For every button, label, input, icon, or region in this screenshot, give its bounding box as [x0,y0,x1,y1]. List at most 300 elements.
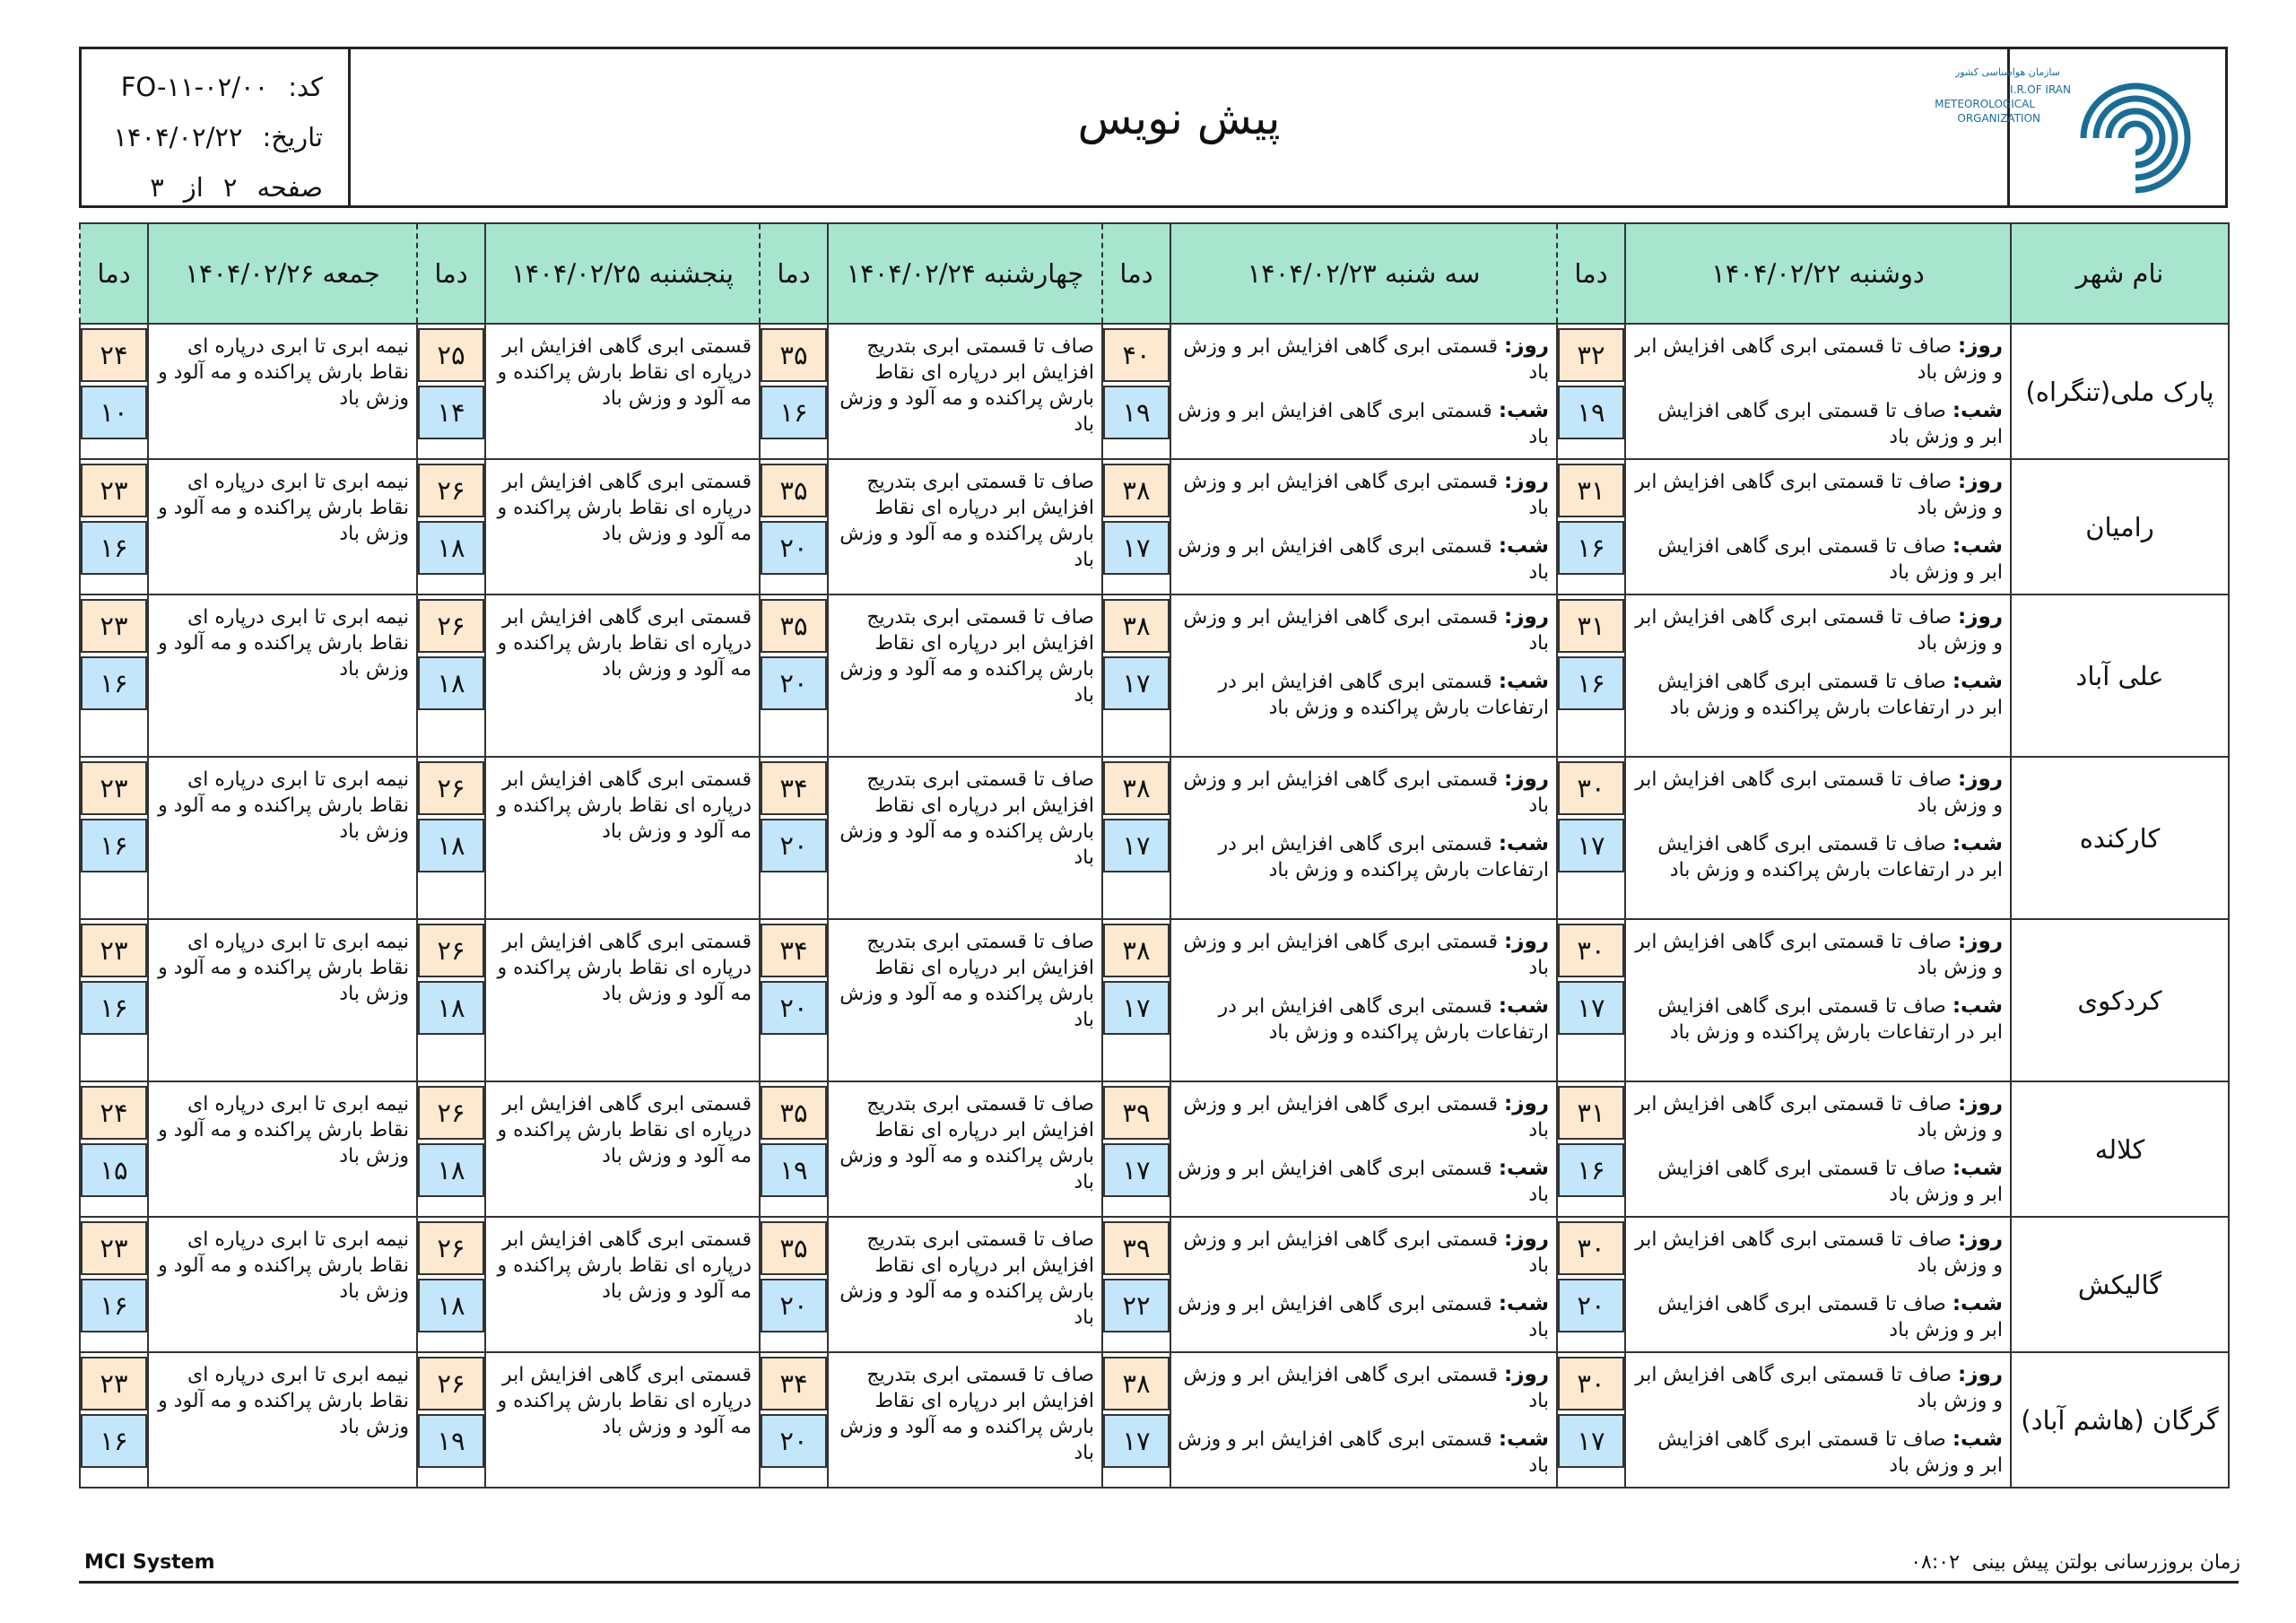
day-label: روز: [1958,1228,2003,1251]
night-forecast-text: صاف تا قسمتی ابری گاهی افزایش ابر در ارتفاعات بارش پراکنده و وزش باد [1657,995,2003,1044]
min-temperature: ۱۶ [761,386,827,439]
forecast-text-cell [1625,919,2011,1081]
day-label: روز: [1504,1228,1549,1251]
max-temperature: ۳۹ [1103,1086,1170,1140]
night-forecast [1177,831,1549,883]
max-temperature: ۳۸ [1103,599,1170,653]
night-forecast [1631,1291,2003,1343]
forecast-text-cell [148,1081,417,1217]
table-row [80,459,2229,595]
min-temperature: ۱۰ [81,386,147,439]
max-temperature: ۳۴ [761,924,827,977]
city-name: پارک ملی(تنگراه) [2011,324,2229,459]
page-total: ۳ [150,172,164,203]
forecast-text-cell [485,324,760,459]
night-forecast [1177,1427,1549,1479]
temperature-cell [1557,1217,1625,1352]
day-forecast-text: قسمتی ابری گاهی افزایش ابر و وزش باد [1183,471,1549,519]
update-time-value: ۰۸:۰۲ [1910,1551,1960,1574]
forecast-text-cell [148,919,417,1081]
max-temperature: ۲۶ [418,761,484,815]
temperature-cell [1557,324,1625,459]
day-forecast-text: صاف تا قسمتی ابری گاهی افزایش ابر و وزش باد [1635,1093,2003,1141]
forecast-text-cell [828,757,1102,919]
day-label: روز: [1958,768,2003,791]
min-temperature: ۱۸ [418,656,484,710]
day-forecast [1631,334,2003,386]
forecast-text-cell [148,1352,417,1488]
temperature-cell [760,1081,828,1217]
night-label: شب: [1498,994,1549,1018]
max-temperature: ۳۰ [1558,924,1624,977]
day-label: روز: [1504,334,1549,358]
min-temperature: ۱۷ [1558,981,1624,1035]
day-forecast-text: قسمتی ابری گاهی افزایش ابر و وزش باد [1183,606,1549,655]
min-temperature: ۱۶ [1558,1143,1624,1197]
day-forecast-text: صاف تا قسمتی ابری گاهی افزایش ابر و وزش باد [1635,335,2003,384]
min-temperature: ۱۴ [418,386,484,439]
min-temperature: ۱۷ [1103,1143,1170,1197]
forecast-text: صاف تا قسمتی ابری بتدریج افزایش ابر درپاره ای نقاط بارش پراکنده و مه آلود و وزش باد [839,931,1094,1031]
forecast-text-cell [828,1217,1102,1352]
forecast-text: صاف تا قسمتی ابری بتدریج افزایش ابر درپاره ای نقاط بارش پراکنده و مه آلود و وزش باد [839,1228,1094,1329]
forecast-text: صاف تا قسمتی ابری بتدریج افزایش ابر درپاره ای نقاط بارش پراکنده و مه آلود و وزش باد [839,471,1094,571]
max-temperature: ۲۶ [418,1086,484,1140]
document-title: پیش نویس [1077,92,1281,144]
forecast-text-cell [148,1217,417,1352]
day-forecast-text: صاف تا قسمتی ابری گاهی افزایش ابر و وزش باد [1635,471,2003,519]
night-forecast-text: صاف تا قسمتی ابری گاهی افزایش ابر و وزش باد [1657,1158,2003,1206]
max-temperature: ۲۵ [418,328,484,382]
min-temperature: ۱۹ [418,1414,484,1468]
temperature-cell [80,595,148,757]
day-forecast-text: قسمتی ابری گاهی افزایش ابر و وزش باد [1183,1093,1549,1141]
table-header-row [80,223,2229,324]
forecast-text-cell [1170,757,1557,919]
temperature-cell [417,919,485,1081]
forecast-text-cell [1170,1352,1557,1488]
day-forecast-text: صاف تا قسمتی ابری گاهی افزایش ابر و وزش باد [1635,1228,2003,1277]
day-forecast [1177,1362,1549,1414]
temperature-cell [1102,919,1170,1081]
max-temperature: ۳۵ [761,1086,827,1140]
night-label: شب: [1498,1292,1549,1315]
night-forecast [1177,1291,1549,1343]
night-forecast [1631,1427,2003,1479]
min-temperature: ۱۶ [81,656,147,710]
code-label: کد: [288,72,323,102]
temperature-cell [1102,595,1170,757]
night-forecast [1631,534,2003,586]
max-temperature: ۳۴ [761,1357,827,1410]
min-temperature: ۱۷ [1103,819,1170,872]
night-label: شب: [1498,534,1549,558]
temperature-cell [417,1352,485,1488]
day-forecast-text: صاف تا قسمتی ابری گاهی افزایش ابر و وزش باد [1635,768,2003,817]
forecast-text-cell [1170,324,1557,459]
max-temperature: ۲۶ [418,464,484,517]
temperature-cell [417,757,485,919]
temperature-cell [80,459,148,595]
night-forecast [1177,534,1549,586]
forecast-text-cell [828,1352,1102,1488]
temperature-cell [417,324,485,459]
night-label: شب: [1498,832,1549,855]
day-column-header: چهارشنبه ۱۴۰۴/۰۲/۲۴ [828,223,1102,324]
day-forecast-text: صاف تا قسمتی ابری گاهی افزایش ابر و وزش باد [1635,606,2003,655]
max-temperature: ۳۵ [761,328,827,382]
table-row [80,595,2229,757]
day-forecast [1177,929,1549,981]
temp-column-header: دما [1557,223,1625,324]
forecast-text: نیمه ابری تا ابری درپاره ای نقاط بارش پراکنده و مه آلود و وزش باد [158,1228,409,1303]
table-row [80,1352,2229,1488]
night-label: شب: [1952,1157,2003,1180]
day-forecast [1177,469,1549,521]
forecast-text: صاف تا قسمتی ابری بتدریج افزایش ابر درپاره ای نقاط بارش پراکنده و مه آلود و وزش باد [839,1364,1094,1464]
temperature-cell [1102,1081,1170,1217]
day-forecast [1177,1227,1549,1279]
min-temperature: ۲۰ [761,981,827,1035]
min-temperature: ۲۰ [761,1279,827,1332]
min-temperature: ۱۶ [1558,656,1624,710]
page-of: از [183,172,204,203]
max-temperature: ۳۲ [1558,328,1624,382]
forecast-text: قسمتی ابری گاهی افزایش ابر درپاره ای نقاط بارش پراکنده و مه آلود و وزش باد [497,768,752,843]
table-row [80,919,2229,1081]
night-forecast-text: صاف تا قسمتی ابری گاهی افزایش ابر در ارتفاعات بارش پراکنده و وزش باد [1657,671,2003,719]
max-temperature: ۲۳ [81,599,147,653]
night-forecast [1631,398,2003,450]
max-temperature: ۳۸ [1103,464,1170,517]
document-meta [82,49,351,205]
logo-text-2: METEOROLOGICAL [1935,98,2035,110]
max-temperature: ۳۵ [761,464,827,517]
day-forecast [1631,604,2003,656]
day-label: روز: [1958,930,2003,953]
min-temperature: ۲۰ [761,1414,827,1468]
night-forecast [1177,1156,1549,1208]
min-temperature: ۱۸ [418,819,484,872]
footer-system-name: MCI System [84,1551,215,1574]
forecast-text-cell [1625,1352,2011,1488]
day-forecast-text: قسمتی ابری گاهی افزایش ابر و وزش باد [1183,1228,1549,1277]
temperature-cell [1102,757,1170,919]
min-temperature: ۱۷ [1103,981,1170,1035]
code-row [82,62,323,112]
min-temperature: ۱۷ [1103,1414,1170,1468]
night-forecast-text: قسمتی ابری گاهی افزایش ابر و وزش باد [1178,1158,1549,1206]
night-forecast-text: قسمتی ابری گاهی افزایش ابر و وزش باد [1178,535,1549,584]
forecast-text-cell [148,595,417,757]
temp-column-header: دما [80,223,148,324]
max-temperature: ۲۳ [81,464,147,517]
temperature-cell [760,757,828,919]
temperature-cell [1557,459,1625,595]
night-forecast-text: صاف تا قسمتی ابری گاهی افزایش ابر در ارتفاعات بارش پراکنده و وزش باد [1657,833,2003,881]
temperature-cell [1557,757,1625,919]
night-forecast [1631,994,2003,1046]
min-temperature: ۱۸ [418,1279,484,1332]
max-temperature: ۲۳ [81,1357,147,1410]
date-label: تاریخ: [262,122,323,152]
night-label: شب: [1952,994,2003,1018]
forecast-text-cell [828,919,1102,1081]
temperature-cell [80,1217,148,1352]
day-label: روز: [1958,334,2003,358]
temperature-cell [1102,1217,1170,1352]
day-label: روز: [1504,1363,1549,1386]
max-temperature: ۲۴ [81,1086,147,1140]
day-label: روز: [1958,605,2003,629]
max-temperature: ۳۱ [1558,599,1624,653]
bulletin-header [79,47,2228,208]
max-temperature: ۳۱ [1558,1086,1624,1140]
day-column-header: سه شنبه ۱۴۰۴/۰۲/۲۳ [1170,223,1557,324]
table-row [80,324,2229,459]
temperature-cell [760,919,828,1081]
min-temperature: ۲۲ [1103,1279,1170,1332]
min-temperature: ۱۵ [81,1143,147,1197]
temperature-cell [1557,919,1625,1081]
forecast-text-cell [1625,324,2011,459]
min-temperature: ۱۷ [1558,1414,1624,1468]
footer-divider [79,1581,2239,1584]
min-temperature: ۲۰ [761,521,827,575]
min-temperature: ۱۶ [81,819,147,872]
max-temperature: ۲۳ [81,924,147,977]
forecast-text: قسمتی ابری گاهی افزایش ابر درپاره ای نقاط بارش پراکنده و مه آلود و وزش باد [497,606,752,681]
max-temperature: ۲۶ [418,1221,484,1275]
temperature-cell [80,919,148,1081]
night-forecast [1631,1156,2003,1208]
max-temperature: ۳۸ [1103,761,1170,815]
night-forecast [1177,669,1549,721]
forecast-text: نیمه ابری تا ابری درپاره ای نقاط بارش پراکنده و مه آلود و وزش باد [158,606,409,681]
forecast-text: صاف تا قسمتی ابری بتدریج افزایش ابر درپاره ای نقاط بارش پراکنده و مه آلود و وزش باد [839,606,1094,707]
temperature-cell [417,595,485,757]
min-temperature: ۱۹ [761,1143,827,1197]
logo-text-3: ORGANIZATION [1957,112,2040,125]
max-temperature: ۴۰ [1103,328,1170,382]
forecast-text-cell [485,757,760,919]
day-label: روز: [1504,470,1549,493]
max-temperature: ۲۴ [81,328,147,382]
temperature-cell [1557,1081,1625,1217]
forecast-text-cell [485,459,760,595]
day-label: روز: [1504,605,1549,629]
night-forecast-text: قسمتی ابری گاهی افزایش ابر و وزش باد [1178,400,1549,448]
forecast-text-cell [485,595,760,757]
night-forecast [1177,994,1549,1046]
day-forecast-text: قسمتی ابری گاهی افزایش ابر و وزش باد [1183,931,1549,979]
forecast-text-cell [828,324,1102,459]
temperature-cell [417,459,485,595]
forecast-text: قسمتی ابری گاهی افزایش ابر درپاره ای نقاط بارش پراکنده و مه آلود و وزش باد [497,1228,752,1303]
day-label: روز: [1958,1092,2003,1115]
forecast-table [79,222,2230,1488]
city-name: کردکوی [2011,919,2229,1081]
night-label: شب: [1952,399,2003,422]
forecast-text: قسمتی ابری گاهی افزایش ابر درپاره ای نقاط بارش پراکنده و مه آلود و وزش باد [497,931,752,1005]
logo-text-1: I.R.OF IRAN [2010,83,2071,96]
temperature-cell [80,757,148,919]
min-temperature: ۱۶ [81,1414,147,1468]
night-forecast-text: صاف تا قسمتی ابری گاهی افزایش ابر و وزش باد [1657,1428,2003,1477]
night-label: شب: [1498,1428,1549,1451]
temperature-cell [760,1352,828,1488]
max-temperature: ۲۳ [81,1221,147,1275]
day-forecast [1631,929,2003,981]
day-label: روز: [1504,768,1549,791]
day-forecast [1631,1091,2003,1143]
forecast-text-cell [1170,1217,1557,1352]
forecast-text-cell [485,1352,760,1488]
night-forecast [1177,398,1549,450]
forecast-text: نیمه ابری تا ابری درپاره ای نقاط بارش پراکنده و مه آلود و وزش باد [158,1093,409,1167]
min-temperature: ۱۹ [1558,386,1624,439]
min-temperature: ۱۶ [1558,521,1624,575]
night-forecast-text: قسمتی ابری گاهی افزایش ابر در ارتفاعات بارش پراکنده و وزش باد [1218,671,1549,719]
max-temperature: ۳۹ [1103,1221,1170,1275]
temperature-cell [1557,1352,1625,1488]
night-forecast-text: قسمتی ابری گاهی افزایش ابر در ارتفاعات بارش پراکنده و وزش باد [1218,995,1549,1044]
code-value: FO-۱۱-۰۲/۰۰ [120,72,269,102]
day-column-header: دوشنبه ۱۴۰۴/۰۲/۲۲ [1625,223,2011,324]
max-temperature: ۳۵ [761,599,827,653]
forecast-text: نیمه ابری تا ابری درپاره ای نقاط بارش پراکنده و مه آلود و وزش باد [158,335,409,410]
day-label: روز: [1504,930,1549,953]
night-forecast-text: قسمتی ابری گاهی افزایش ابر و وزش باد [1178,1428,1549,1477]
max-temperature: ۳۵ [761,1221,827,1275]
city-column-header: نام شهر [2011,223,2229,324]
day-column-header: جمعه ۱۴۰۴/۰۲/۲۶ [148,223,417,324]
temperature-cell [80,1081,148,1217]
min-temperature: ۱۶ [81,1279,147,1332]
night-label: شب: [1952,670,2003,693]
min-temperature: ۱۹ [1103,386,1170,439]
min-temperature: ۲۰ [761,656,827,710]
forecast-text-cell [485,1081,760,1217]
organization-logo [1935,49,2225,205]
page-row [82,162,323,213]
day-forecast-text: قسمتی ابری گاهی افزایش ابر و وزش باد [1183,768,1549,817]
forecast-text: صاف تا قسمتی ابری بتدریج افزایش ابر درپاره ای نقاط بارش پراکنده و مه آلود و وزش باد [839,768,1094,869]
forecast-text-cell [1170,919,1557,1081]
max-temperature: ۳۴ [761,761,827,815]
temperature-cell [760,324,828,459]
forecast-text-cell [1170,1081,1557,1217]
day-label: روز: [1504,1092,1549,1115]
night-forecast-text: صاف تا قسمتی ابری گاهی افزایش ابر و وزش باد [1657,1293,2003,1341]
max-temperature: ۲۶ [418,599,484,653]
page-label: صفحه [257,172,323,203]
day-forecast [1177,767,1549,819]
city-name: کارکنده [2011,757,2229,919]
min-temperature: ۱۸ [418,981,484,1035]
night-label: شب: [1498,1157,1549,1180]
city-name: علی آباد [2011,595,2229,757]
forecast-text-cell [148,459,417,595]
max-temperature: ۲۶ [418,1357,484,1410]
temperature-cell [80,324,148,459]
update-time-label: زمان بروزرسانی بولتن پیش بینی [1971,1551,2240,1574]
forecast-text-cell [1625,757,2011,919]
max-temperature: ۳۸ [1103,1357,1170,1410]
forecast-text-cell [828,1081,1102,1217]
city-name: کلاله [2011,1081,2229,1217]
temperature-cell [417,1217,485,1352]
meteorological-logo-icon [1935,56,2207,199]
forecast-text: قسمتی ابری گاهی افزایش ابر درپاره ای نقاط بارش پراکنده و مه آلود و وزش باد [497,335,752,410]
forecast-text-cell [1625,1081,2011,1217]
forecast-text-cell [148,757,417,919]
night-forecast [1631,831,2003,883]
night-label: شب: [1952,534,2003,558]
date-row [82,112,323,162]
forecast-text: صاف تا قسمتی ابری بتدریج افزایش ابر درپاره ای نقاط بارش پراکنده و مه آلود و وزش باد [839,335,1094,436]
city-name: رامیان [2011,459,2229,595]
temperature-cell [1102,324,1170,459]
temperature-cell [80,1352,148,1488]
night-forecast-text: صاف تا قسمتی ابری گاهی افزایش ابر و وزش باد [1657,400,2003,448]
day-forecast-text: صاف تا قسمتی ابری گاهی افزایش ابر و وزش باد [1635,931,2003,979]
day-column-header: پنجشنبه ۱۴۰۴/۰۲/۲۵ [485,223,760,324]
forecast-text-cell [1625,1217,2011,1352]
day-forecast-text: قسمتی ابری گاهی افزایش ابر و وزش باد [1183,335,1549,384]
night-forecast [1631,669,2003,721]
forecast-text-cell [485,1217,760,1352]
night-label: شب: [1952,1428,2003,1451]
max-temperature: ۳۸ [1103,924,1170,977]
forecast-text-cell [1625,595,2011,757]
forecast-text-cell [828,459,1102,595]
temperature-cell [760,459,828,595]
date-value: ۱۴۰۴/۰۲/۲۲ [113,122,243,152]
day-forecast [1631,767,2003,819]
forecast-text: نیمه ابری تا ابری درپاره ای نقاط بارش پراکنده و مه آلود و وزش باد [158,471,409,545]
day-forecast-text: صاف تا قسمتی ابری گاهی افزایش ابر و وزش باد [1635,1364,2003,1412]
max-temperature: ۲۶ [418,924,484,977]
night-label: شب: [1952,1292,2003,1315]
max-temperature: ۳۱ [1558,464,1624,517]
day-forecast [1631,1362,2003,1414]
night-label: شب: [1952,832,2003,855]
max-temperature: ۳۰ [1558,761,1624,815]
day-forecast [1177,334,1549,386]
forecast-text: قسمتی ابری گاهی افزایش ابر درپاره ای نقاط بارش پراکنده و مه آلود و وزش باد [497,1093,752,1167]
min-temperature: ۱۸ [418,1143,484,1197]
min-temperature: ۱۷ [1103,656,1170,710]
temperature-cell [760,1217,828,1352]
forecast-text-cell [1170,459,1557,595]
min-temperature: ۱۸ [418,521,484,575]
night-forecast-text: قسمتی ابری گاهی افزایش ابر در ارتفاعات بارش پراکنده و وزش باد [1218,833,1549,881]
max-temperature: ۳۰ [1558,1357,1624,1410]
min-temperature: ۱۶ [81,521,147,575]
min-temperature: ۲۰ [1558,1279,1624,1332]
forecast-text-cell [828,595,1102,757]
temperature-cell [1102,459,1170,595]
forecast-text-cell [148,324,417,459]
night-forecast-text: صاف تا قسمتی ابری گاهی افزایش ابر و وزش باد [1657,535,2003,584]
temp-column-header: دما [1102,223,1170,324]
day-label: روز: [1958,470,2003,493]
day-forecast [1177,604,1549,656]
forecast-text: نیمه ابری تا ابری درپاره ای نقاط بارش پراکنده و مه آلود و وزش باد [158,768,409,843]
forecast-text-cell [485,919,760,1081]
day-forecast [1631,1227,2003,1279]
